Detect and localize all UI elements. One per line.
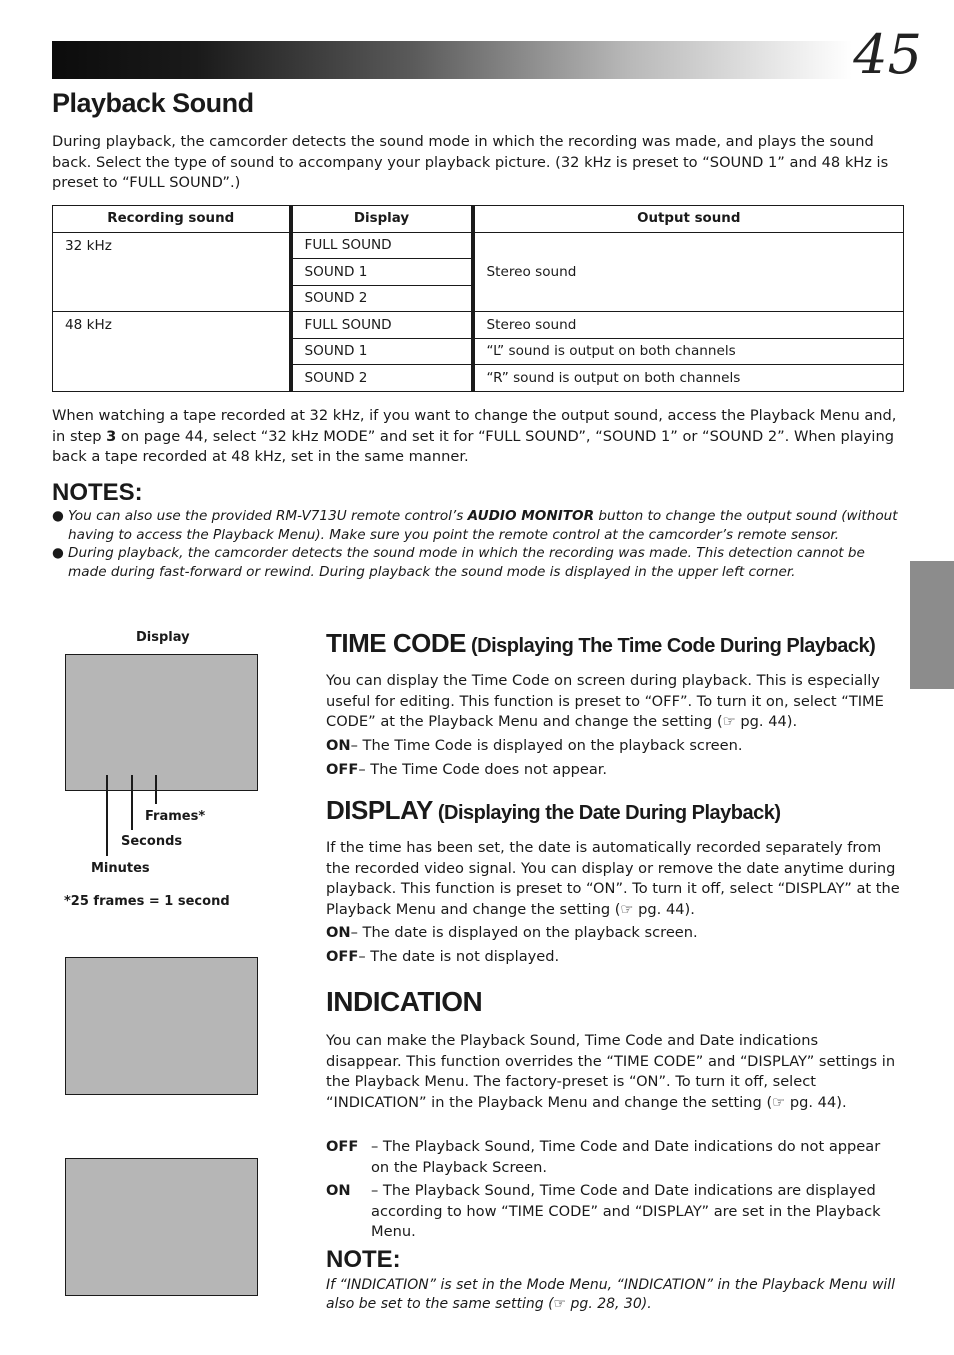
recording-32khz: 32 kHz xyxy=(53,232,291,312)
term-off: OFF xyxy=(326,948,359,965)
indication-screen-illustration xyxy=(65,1158,258,1296)
pointing-hand-icon: ☞ xyxy=(553,1296,567,1312)
pointing-hand-icon: ☞ xyxy=(772,1093,786,1111)
body-text: You can display the Time Code on screen during playback. This is especially useful for editing. This function is preset to “OFF”. To turn it on, select “TIME CODE” at the Playback Menu and change the setting ( xyxy=(326,672,884,730)
display-cell: SOUND 1 xyxy=(291,259,473,286)
notes-list xyxy=(52,507,904,581)
output-cell: Stereo sound xyxy=(473,312,904,339)
frames-leader-line xyxy=(155,775,157,804)
list-item xyxy=(52,507,904,544)
display-cell: FULL SOUND xyxy=(291,312,473,339)
time-code-screen-illustration xyxy=(65,654,258,791)
section-tab xyxy=(910,561,954,689)
indication-body xyxy=(326,1031,896,1113)
term-off: OFF xyxy=(326,761,359,778)
bullet-icon: ● xyxy=(52,545,64,561)
header-recording-sound: Recording sound xyxy=(53,206,291,233)
step-number: 3 xyxy=(106,427,117,445)
output-cell: “L” sound is output on both channels xyxy=(473,338,904,365)
heading-main: DISPLAY xyxy=(326,795,433,825)
term-description: – The Playback Sound, Time Code and Date indications do not appear on the Playback Screen. xyxy=(371,1138,881,1176)
body-text: pg. 44). xyxy=(735,713,798,730)
note-text: You can also use the provided RM-V713U remote control’s xyxy=(68,508,468,524)
display-body xyxy=(326,838,902,920)
term-on: ON xyxy=(326,1182,351,1199)
note-button-name: AUDIO MONITOR xyxy=(467,508,595,524)
output-cell: “R” sound is output on both channels xyxy=(473,365,904,392)
list-item xyxy=(326,1181,902,1243)
date-screen-illustration xyxy=(65,957,258,1095)
header-output-sound: Output sound xyxy=(473,206,904,233)
body-text: pg. 44). xyxy=(785,1093,847,1111)
term-on: ON xyxy=(326,924,351,941)
playback-sound-heading: Playback Sound xyxy=(52,88,254,118)
pointing-hand-icon: ☞ xyxy=(620,900,634,918)
display-heading xyxy=(326,795,781,826)
playback-sound-after xyxy=(52,406,904,468)
list-item xyxy=(52,544,904,581)
pointing-hand-icon: ☞ xyxy=(722,713,736,730)
recording-48khz: 48 kHz xyxy=(53,312,291,392)
minutes-label: Minutes xyxy=(91,861,150,876)
term-description: – The date is not displayed. xyxy=(358,948,560,965)
header-display: Display xyxy=(291,206,473,233)
frames-footnote: *25 frames = 1 second xyxy=(64,894,230,909)
note-text: During playback, the camcorder detects the sound mode in which the recording was made. This detection cannot be made during fast-forward or rewind. During playback the sound mode is displayed in the upper left corner. xyxy=(68,545,865,580)
heading-sub: (Displaying The Time Code During Playback) xyxy=(465,635,876,657)
page-header-bar xyxy=(52,41,852,79)
term-off: OFF xyxy=(326,1138,359,1155)
sound-table xyxy=(52,205,904,392)
seconds-label: Seconds xyxy=(121,834,183,849)
indication-options xyxy=(326,1137,902,1243)
term-description: – The Time Code is displayed on the playback screen. xyxy=(350,737,743,754)
note-text xyxy=(326,1276,896,1314)
page-number: 45 xyxy=(853,23,922,86)
indication-heading: INDICATION xyxy=(326,986,483,1017)
term-description: – The Playback Sound, Time Code and Date indications are displayed according to how “TIME CODE” and “DISPLAY” are set in the Playback Menu. xyxy=(371,1182,881,1240)
time-code-off xyxy=(326,760,902,781)
body-text: If the time has been set, the date is automatically recorded separately from the recorded video signal. You can display or remove the date anytime during playback. This function is preset to “ON”. To turn it off, select “DISPLAY” at the Playback Menu and change the setting ( xyxy=(326,839,900,918)
display-cell: FULL SOUND xyxy=(291,232,473,259)
seconds-leader-line xyxy=(131,775,133,830)
display-on xyxy=(326,923,902,944)
note-body: pg. 28, 30). xyxy=(566,1296,652,1312)
table-row xyxy=(53,312,904,339)
after-text-2: on page 44, select “32 kHz MODE” and set it for “FULL SOUND”, “SOUND 1” or “SOUND 2”. When playing back a tape recorded at 48 kHz, set in the same manner. xyxy=(52,427,894,465)
term-on: ON xyxy=(326,737,351,754)
term-description: – The Time Code does not appear. xyxy=(358,761,608,778)
heading-main: TIME CODE xyxy=(326,628,466,658)
after-text-1: When watching a tape recorded at 32 kHz, if you want to change the output sound, access the Playback Menu and, in step xyxy=(52,407,897,445)
display-cell: SOUND 2 xyxy=(291,365,473,392)
body-text: pg. 44). xyxy=(633,900,695,918)
output-cell: Stereo sound xyxy=(473,232,904,312)
bullet-icon: ● xyxy=(52,508,64,524)
display-off xyxy=(326,947,902,968)
table-row xyxy=(53,232,904,259)
display-cell: SOUND 1 xyxy=(291,338,473,365)
body-text: You can make the Playback Sound, Time Code and Date indications disappear. This function overrides the “TIME CODE” and “DISPLAY” settings in the Playback Menu. The factory-preset is “ON”. To turn it off, select “INDICATION” in the Playback Menu and change the setting ( xyxy=(326,1032,896,1111)
time-code-on xyxy=(326,736,902,757)
note-body: If “INDICATION” is set in the Mode Menu, “INDICATION” in the Playback Menu will also be set to the same setting ( xyxy=(326,1277,896,1312)
frames-label: Frames* xyxy=(145,809,206,824)
minutes-leader-line xyxy=(106,775,108,856)
note-heading: NOTE: xyxy=(326,1246,401,1273)
heading-sub: (Displaying the Date During Playback) xyxy=(432,802,781,824)
list-item xyxy=(326,1137,902,1178)
display-cell: SOUND 2 xyxy=(291,285,473,312)
time-code-body xyxy=(326,671,902,733)
term-description: – The date is displayed on the playback screen. xyxy=(350,924,698,941)
note-text: button to change the output sound (without having to access the Playback Menu). Make sure you point the remote control at the camcorder’s remote sensor. xyxy=(68,508,898,543)
time-code-heading xyxy=(326,628,875,659)
table-header-row xyxy=(53,206,904,233)
playback-sound-intro: During playback, the camcorder detects the sound mode in which the recording was made, and plays the sound back. Select the type of sound to accompany your playback picture. (32 kHz is preset to “SOUND 1” and 48 kHz is preset to “FULL SOUND”.) xyxy=(52,133,889,191)
diagram-display-label: Display xyxy=(136,630,190,645)
notes-heading: NOTES: xyxy=(52,479,143,506)
